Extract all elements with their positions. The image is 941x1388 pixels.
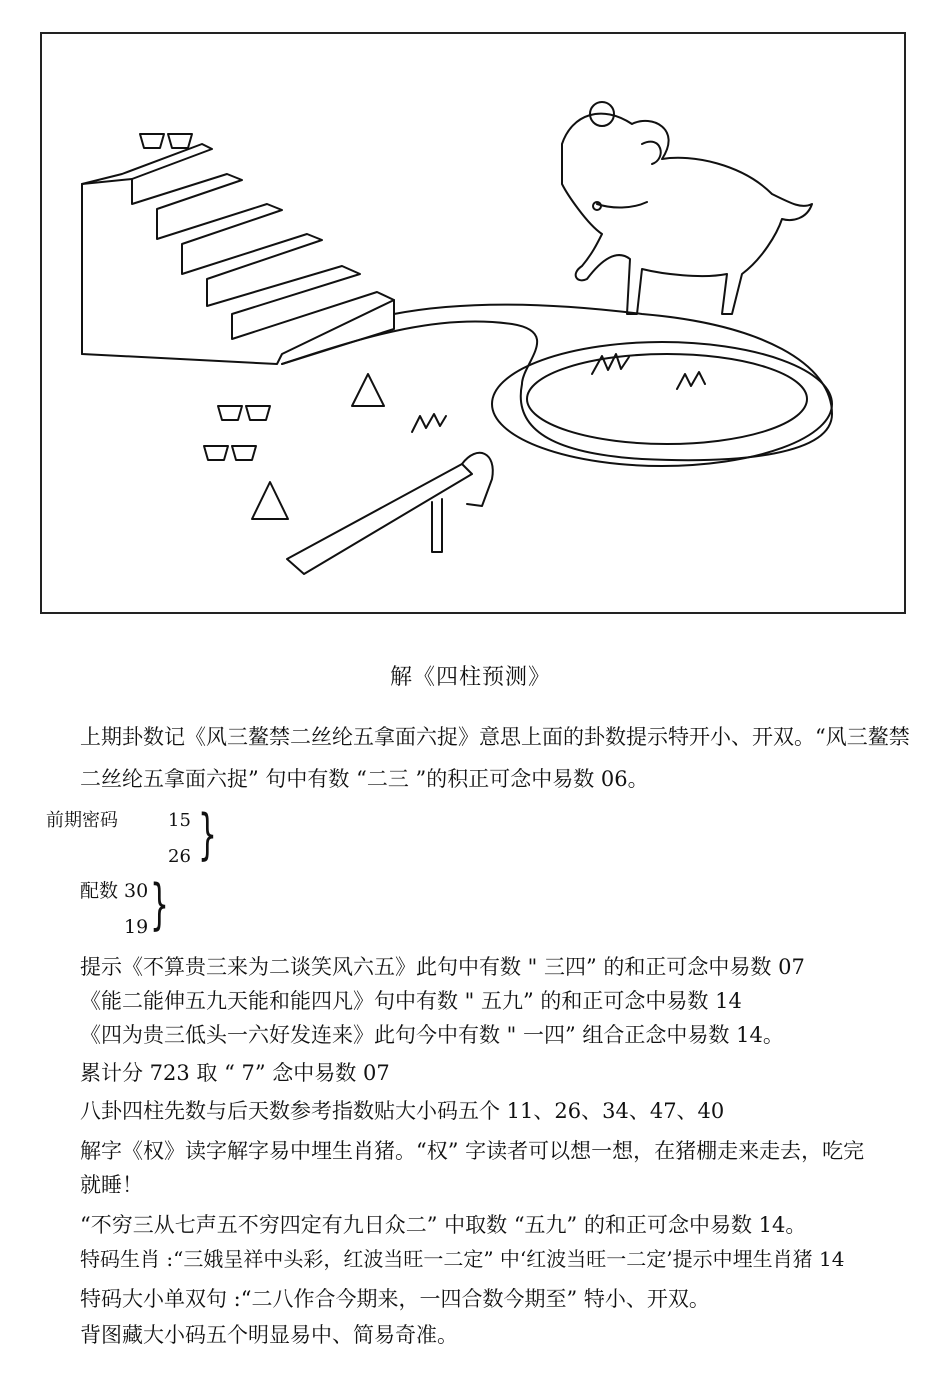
text-line: 《四为贵三低头一六好发连来》此句今中有数 " 一四” 组合正念中易数 14。	[80, 1023, 784, 1047]
previous-code-label: 前期密码	[46, 810, 118, 831]
baskets-drawing	[140, 134, 270, 460]
previous-code-value-1: 15	[168, 810, 191, 831]
grass-drawing	[412, 414, 446, 432]
text-line: 就睡！	[80, 1173, 143, 1197]
text-line: 背图藏大小码五个明显易中、简易奇准。	[80, 1323, 458, 1347]
text-line: “不穷三从七声五不穷四定有九日众二” 中取数 “五九” 的和正可念中易数 14。	[80, 1213, 807, 1237]
pairing-second-value: 19	[124, 916, 149, 938]
text-line: 特码大小单双句 :“二八作合今期来，一四合数今期至” 特小、开双。	[80, 1287, 710, 1311]
text-line: 解字《权》读字解字易中埋生肖猪。“权” 字读者可以想一想，在猪棚走来走去，吃完	[80, 1139, 865, 1163]
text-line: 提示《不算贵三来为二谈笑风六五》此句中有数 " 三四” 的和正可念中易数 07	[80, 955, 805, 979]
illustration	[42, 34, 904, 612]
text-line: 累计分 723 取 “ 7” 念中易数 07	[80, 1061, 390, 1085]
text-line: 八卦四柱先数与后天数参考指数贴大小码五个 11、26、34、47、40	[80, 1099, 725, 1123]
brace-icon: }	[198, 803, 217, 866]
goat-drawing	[562, 102, 812, 314]
pairing-label: 配数 30	[80, 880, 149, 902]
pond-drawing	[492, 342, 832, 466]
article-title: 解《四柱预测》	[389, 665, 551, 690]
text-line: 《能二能伸五九天能和能四凡》句中有数 " 五九” 的和正可念中易数 14	[80, 989, 742, 1013]
staircase-drawing	[82, 144, 394, 364]
seesaw-drawing	[287, 453, 493, 574]
paragraph-line-1: 上期卦数记《风三鳌禁二丝纶五拿面六捉》意思上面的卦数提示特开小、开双。“风三鳌禁	[80, 725, 910, 749]
paragraph-line-2: 二丝纶五拿面六捉” 句中有数 “二三 ”的积正可念中易数 06。	[80, 767, 649, 791]
previous-code-value-2: 26	[168, 846, 191, 867]
illustration-frame	[40, 32, 906, 614]
rock-drawing	[252, 482, 288, 519]
brace-icon: }	[150, 873, 169, 936]
rock-drawing	[352, 374, 384, 406]
text-line: 特码生肖 :“三娥呈祥中头彩，红波当旺一二定” 中‘红波当旺一二定’提示中埋生肖猪 14	[80, 1247, 845, 1271]
